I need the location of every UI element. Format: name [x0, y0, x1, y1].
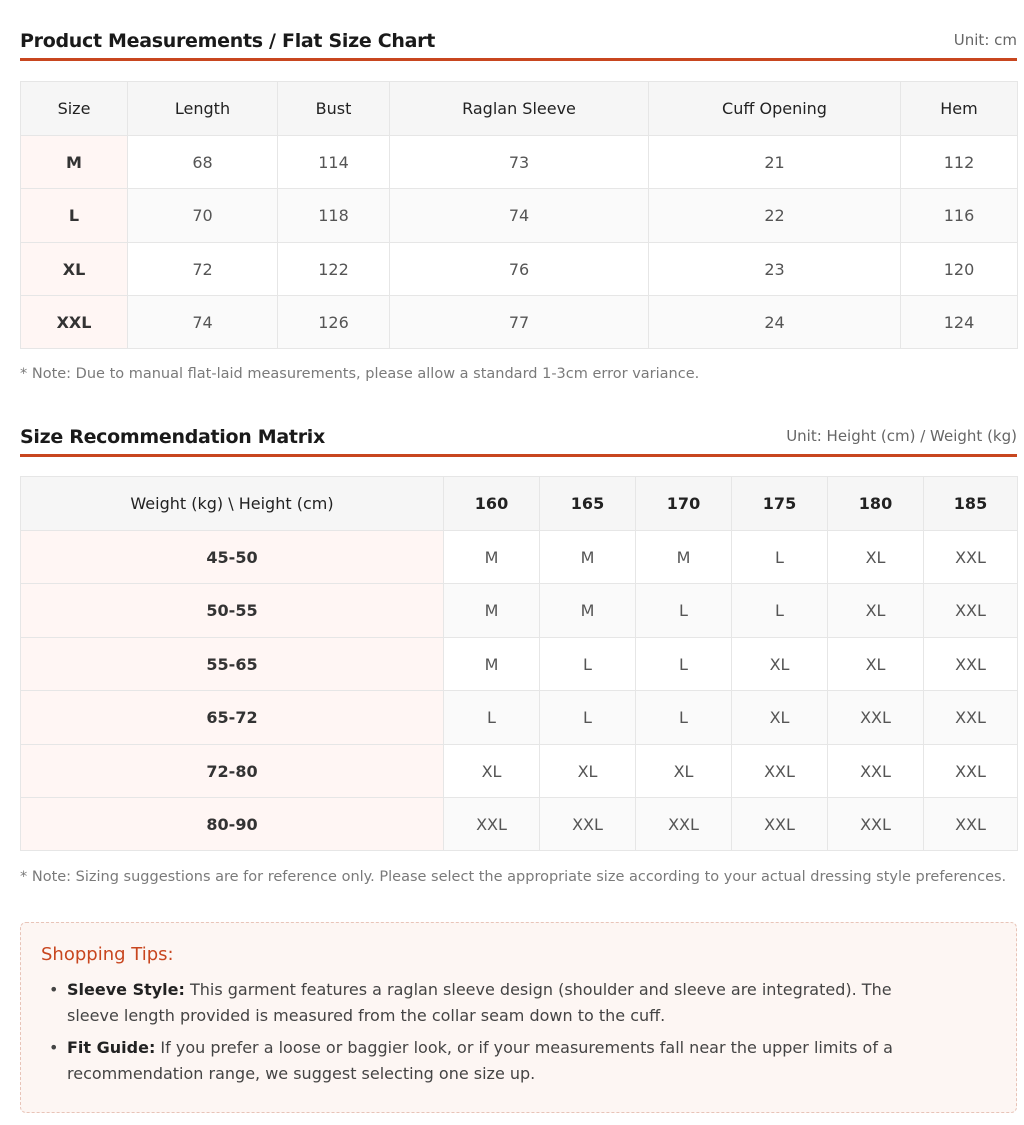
measurements-section: [20, 28, 1017, 58]
measurements-header-row: [21, 82, 1018, 136]
sleeve-cell: 73: [390, 136, 649, 189]
size-rec-cell: XXL: [828, 691, 924, 745]
table-row: [21, 296, 1018, 349]
matrix-title: Size Recommendation Matrix: [20, 426, 325, 448]
matrix-header-row: [21, 477, 1018, 531]
weight-cell: 55-65: [21, 638, 444, 691]
size-cell: XL: [21, 243, 128, 296]
size-rec-cell: M: [444, 638, 540, 691]
size-rec-cell: XXL: [444, 798, 540, 851]
table-row: [21, 531, 1018, 584]
size-rec-cell: L: [636, 691, 732, 745]
bust-cell: 126: [278, 296, 390, 349]
size-rec-cell: L: [540, 638, 636, 691]
col-header-hem: Hem: [901, 82, 1018, 136]
size-rec-cell: M: [636, 531, 732, 584]
length-cell: 70: [128, 189, 278, 243]
cuff-cell: 22: [649, 189, 901, 243]
size-rec-cell: L: [732, 531, 828, 584]
bust-cell: 122: [278, 243, 390, 296]
shopping-tips-title: Shopping Tips:: [41, 944, 174, 965]
size-rec-cell: XXL: [828, 798, 924, 851]
measurements-title: Product Measurements / Flat Size Chart: [20, 30, 436, 52]
matrix-unit: Unit: Height (cm) / Weight (kg): [786, 427, 1017, 445]
weight-cell: 80-90: [21, 798, 444, 851]
measurements-table: [20, 81, 1018, 349]
shopping-tips-box: [20, 922, 1017, 1113]
length-cell: 72: [128, 243, 278, 296]
hem-cell: 116: [901, 189, 1018, 243]
length-cell: 68: [128, 136, 278, 189]
cuff-cell: 21: [649, 136, 901, 189]
bust-cell: 114: [278, 136, 390, 189]
col-header-length: Length: [128, 82, 278, 136]
bust-cell: 118: [278, 189, 390, 243]
col-header-size: Size: [21, 82, 128, 136]
height-header: 175: [732, 477, 828, 531]
bullet-icon: •: [49, 1038, 59, 1057]
size-rec-cell: XXL: [924, 798, 1018, 851]
size-rec-cell: XL: [540, 745, 636, 798]
matrix-header: [20, 424, 1017, 454]
size-rec-cell: XXL: [924, 638, 1018, 691]
hem-cell: 112: [901, 136, 1018, 189]
matrix-note: * Note: Sizing suggestions are for reference only. Please select the appropriate size according to your actual dressing style preferences.: [20, 869, 1007, 885]
measurements-unit: Unit: cm: [953, 31, 1017, 49]
table-row: [21, 136, 1018, 189]
matrix-divider: [20, 454, 1017, 457]
weight-cell: 50-55: [21, 584, 444, 638]
size-rec-cell: XXL: [732, 745, 828, 798]
size-rec-cell: L: [732, 584, 828, 638]
table-row: [21, 745, 1018, 798]
hem-cell: 120: [901, 243, 1018, 296]
size-rec-cell: XL: [828, 584, 924, 638]
size-rec-cell: XXL: [924, 691, 1018, 745]
tip-label: Fit Guide:: [67, 1038, 156, 1057]
size-rec-cell: XL: [444, 745, 540, 798]
size-cell: XXL: [21, 296, 128, 349]
tip-label: Sleeve Style:: [67, 980, 185, 999]
cuff-cell: 24: [649, 296, 901, 349]
measurements-divider: [20, 58, 1017, 61]
sleeve-cell: 76: [390, 243, 649, 296]
size-rec-cell: XL: [828, 638, 924, 691]
list-item: [49, 1035, 947, 1087]
measurements-note: * Note: Due to manual flat-laid measurements, please allow a standard 1-3cm error variance.: [20, 366, 700, 382]
measurements-table-wrap: [20, 81, 1017, 349]
list-item: [49, 977, 947, 1029]
size-rec-cell: M: [444, 584, 540, 638]
table-row: [21, 584, 1018, 638]
size-rec-cell: L: [636, 584, 732, 638]
size-rec-cell: M: [540, 584, 636, 638]
length-cell: 74: [128, 296, 278, 349]
size-rec-cell: XL: [732, 638, 828, 691]
table-row: [21, 798, 1018, 851]
table-row: [21, 243, 1018, 296]
cuff-cell: 23: [649, 243, 901, 296]
size-rec-cell: XXL: [636, 798, 732, 851]
weight-cell: 72-80: [21, 745, 444, 798]
size-rec-cell: L: [636, 638, 732, 691]
height-header: 160: [444, 477, 540, 531]
height-header: 165: [540, 477, 636, 531]
size-rec-cell: XL: [828, 531, 924, 584]
sleeve-cell: 77: [390, 296, 649, 349]
height-header: 170: [636, 477, 732, 531]
matrix-section: [20, 424, 1017, 454]
size-rec-cell: XXL: [924, 531, 1018, 584]
table-row: [21, 638, 1018, 691]
size-rec-cell: L: [444, 691, 540, 745]
table-row: [21, 691, 1018, 745]
size-rec-cell: XXL: [732, 798, 828, 851]
size-rec-cell: XXL: [924, 745, 1018, 798]
size-rec-cell: XL: [732, 691, 828, 745]
weight-cell: 65-72: [21, 691, 444, 745]
height-header: 180: [828, 477, 924, 531]
tip-text: This garment features a raglan sleeve design (shoulder and sleeve are integrated). The sleeve length provided is measured from the collar seam down to the cuff.: [67, 980, 892, 1025]
size-rec-cell: L: [540, 691, 636, 745]
size-cell: L: [21, 189, 128, 243]
hem-cell: 124: [901, 296, 1018, 349]
table-row: [21, 189, 1018, 243]
tip-text: If you prefer a loose or baggier look, or if your measurements fall near the upper limits of a recommendation range, we suggest selecting one size up.: [67, 1038, 893, 1083]
size-rec-cell: M: [540, 531, 636, 584]
col-header-cuff-opening: Cuff Opening: [649, 82, 901, 136]
matrix-table-wrap: [20, 476, 1017, 851]
size-rec-cell: XXL: [540, 798, 636, 851]
measurements-header: [20, 28, 1017, 58]
weight-cell: 45-50: [21, 531, 444, 584]
matrix-table: [20, 476, 1018, 851]
height-header: 185: [924, 477, 1018, 531]
size-rec-cell: XL: [636, 745, 732, 798]
col-header-raglan-sleeve: Raglan Sleeve: [390, 82, 649, 136]
size-rec-cell: M: [444, 531, 540, 584]
size-rec-cell: XXL: [924, 584, 1018, 638]
size-cell: M: [21, 136, 128, 189]
bullet-icon: •: [49, 980, 59, 999]
matrix-corner-label: Weight (kg) \ Height (cm): [21, 477, 444, 531]
sleeve-cell: 74: [390, 189, 649, 243]
size-rec-cell: XXL: [828, 745, 924, 798]
shopping-tips-list: [41, 977, 996, 1087]
col-header-bust: Bust: [278, 82, 390, 136]
